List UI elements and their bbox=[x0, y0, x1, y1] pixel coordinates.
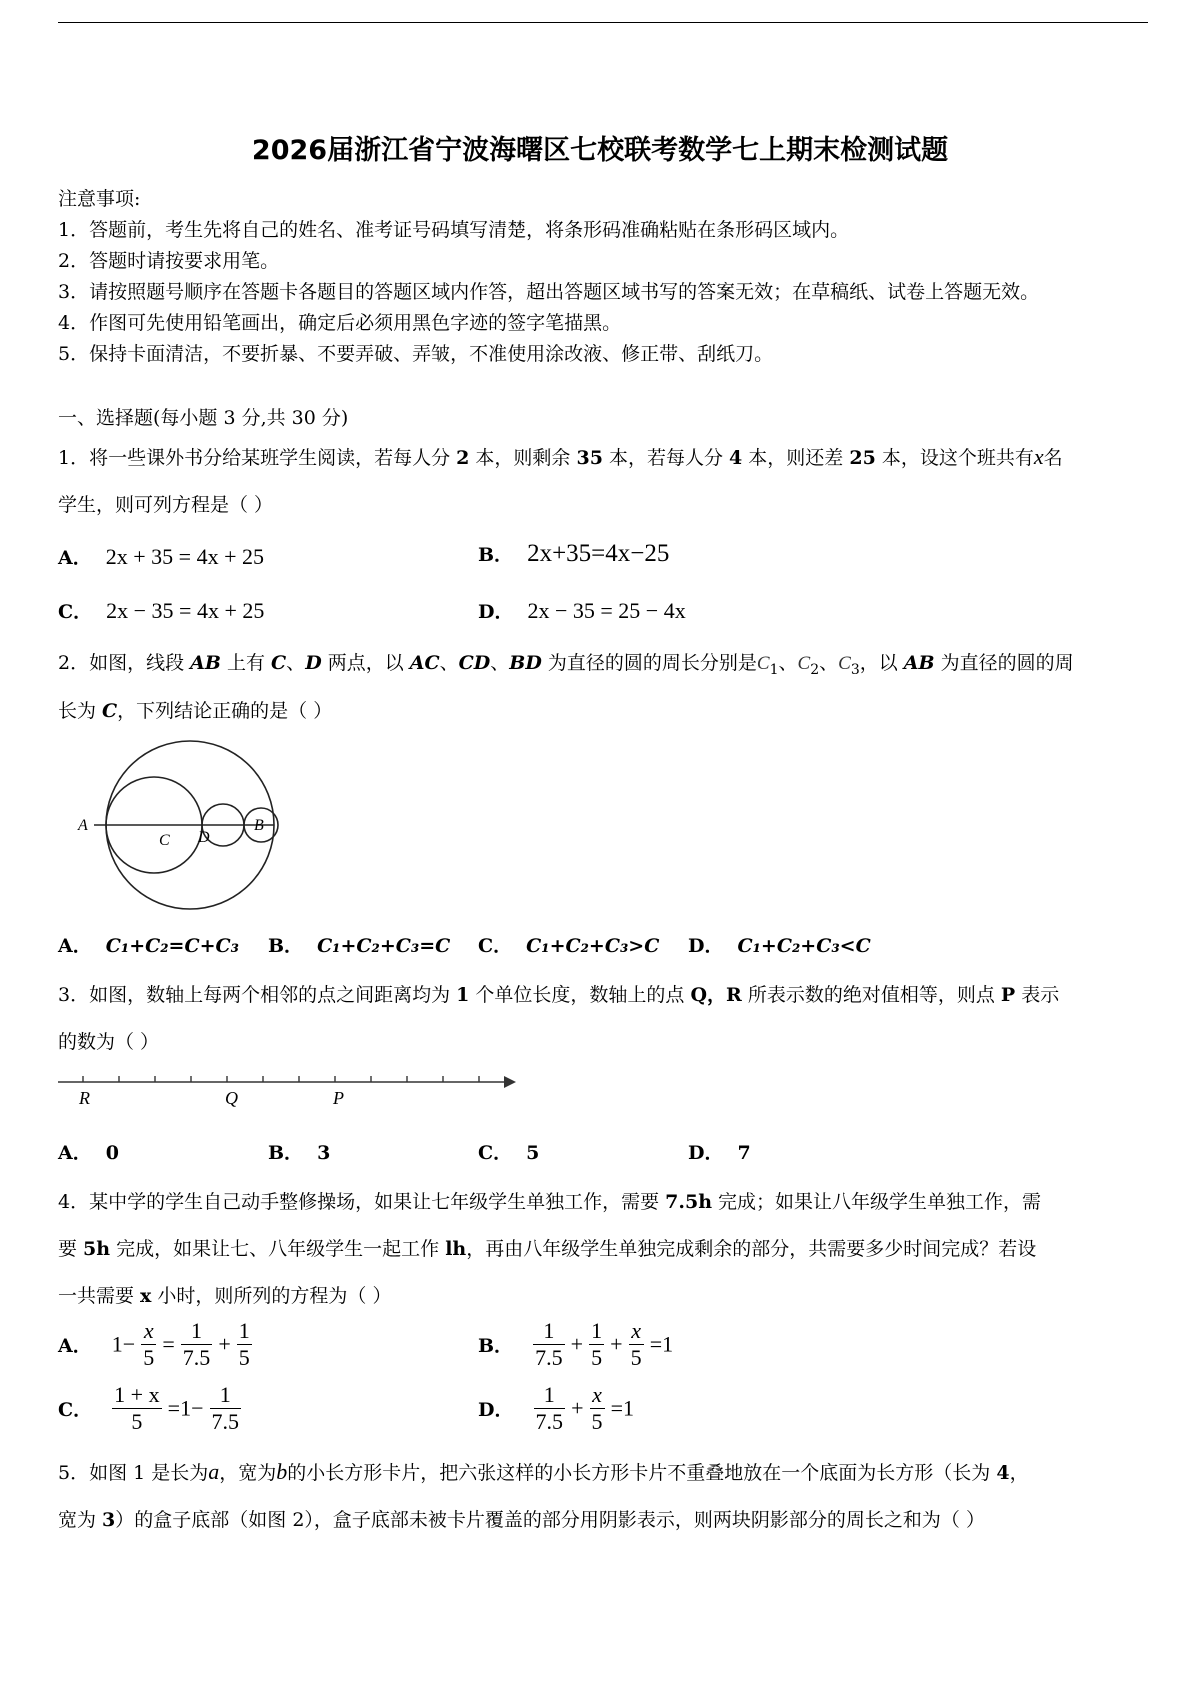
axis-label-p: P bbox=[333, 1088, 344, 1108]
q5-line1: 5．如图 1 是长为a，宽为b的小长方形卡片，把六张这样的小长方形卡片不重叠地放在一个底面为长方形（长为 4， bbox=[58, 1459, 1029, 1484]
q1-line1: 1．将一些课外书分给某班学生阅读，若每人分 2 本，则剩余 35 本，若每人分 4 本，则还差 25 本，设这个班共有x名 bbox=[58, 444, 1063, 469]
q2-option-b[interactable]: B． C₁+C₂+C₃=C bbox=[268, 935, 451, 957]
section-heading: 一、选择题(每小题 3 分,共 30 分) bbox=[58, 407, 349, 429]
q2-line2: 长为 C，下列结论正确的是（ ） bbox=[58, 700, 333, 722]
note-item-3: 3．请按照题号顺序在答题卡各题目的答题区域内作答，超出答题区域书写的答案无效；在草稿纸、试卷上答题无效。 bbox=[58, 281, 1040, 303]
q2-line1: 2．如图，线段 AB 上有 C、D 两点，以 AC、CD、BD 为直径的圆的周长分别是$C_1$、$C_2$、$C_3$，以 AB 为直径的圆的周 bbox=[58, 652, 1074, 678]
q4-option-a[interactable]: A． 1− $\frac{x}{5}$ = $\frac{1}{7.5}$ + $\frac{1}{5}$ bbox=[58, 1318, 250, 1370]
q2-option-d[interactable]: D． C₁+C₂+C₃<C bbox=[688, 935, 871, 957]
q1-option-b[interactable]: B． 2x+35=4x−25 bbox=[478, 540, 670, 567]
q1-option-c[interactable]: C． 2x − 35 = 4x + 25 bbox=[58, 598, 265, 623]
q4-option-d[interactable]: D． $\frac{1}{7.5}$ + $\frac{x}{5}$ =1 bbox=[478, 1382, 635, 1434]
arrow-icon bbox=[504, 1076, 516, 1088]
note-item-2: 2．答题时请按要求用笔。 bbox=[58, 250, 280, 272]
q3-line1: 3．如图，数轴上每两个相邻的点之间距离均为 1 个单位长度，数轴上的点 Q，R 所表示数的绝对值相等，则点 P 表示 bbox=[58, 984, 1060, 1006]
label-d: D bbox=[198, 829, 210, 846]
q3-option-a[interactable]: A． 0 bbox=[58, 1142, 119, 1164]
notes-heading: 注意事项: bbox=[58, 188, 141, 210]
q1-option-d[interactable]: D． 2x − 35 = 25 − 4x bbox=[478, 598, 686, 623]
q4-option-c[interactable]: C． $\frac{1 + x}{5}$ =1− $\frac{1}{7.5}$ bbox=[58, 1382, 240, 1434]
q3-option-c[interactable]: C． 5 bbox=[478, 1142, 540, 1164]
label-c: C bbox=[159, 832, 170, 849]
q1-line2: 学生，则可列方程是（ ） bbox=[58, 494, 274, 516]
q4-line3: 一共需要 x 小时，则所列的方程为（ ） bbox=[58, 1285, 392, 1307]
label-a: A bbox=[78, 817, 88, 834]
note-item-1: 1．答题前，考生先将自己的姓名、准考证号码填写清楚，将条形码准确粘贴在条形码区域内。 bbox=[58, 219, 850, 241]
axis-label-q: Q bbox=[225, 1088, 238, 1108]
q4-option-b[interactable]: B． $\frac{1}{7.5}$ + $\frac{1}{5}$ + $\frac{x}{5}$ =1 bbox=[478, 1318, 674, 1370]
q4-line1: 4．某中学的学生自己动手整修操场，如果让七年级学生单独工作，需要 7.5h 完成；如果让八年级学生单独工作，需 bbox=[58, 1191, 1042, 1213]
top-rule bbox=[58, 22, 1148, 23]
note-item-4: 4．作图可先使用铅笔画出，确定后必须用黑色字迹的签字笔描黑。 bbox=[58, 312, 622, 334]
axis-label-r: R bbox=[79, 1088, 90, 1108]
label-b: B bbox=[254, 817, 264, 834]
q3-number-line bbox=[58, 1068, 518, 1116]
q2-option-c[interactable]: C． C₁+C₂+C₃>C bbox=[478, 935, 660, 957]
q3-line2: 的数为（ ） bbox=[58, 1031, 160, 1053]
q2-option-a[interactable]: A． C₁+C₂=C+C₃ bbox=[58, 935, 239, 957]
q3-option-b[interactable]: B． 3 bbox=[268, 1142, 331, 1164]
tick-marks bbox=[83, 1076, 479, 1082]
q3-option-d[interactable]: D． 7 bbox=[688, 1142, 751, 1164]
q2-circles-figure bbox=[70, 735, 280, 915]
q5-line2: 宽为 3）的盒子底部（如图 2），盒子底部未被卡片覆盖的部分用阴影表示，则两块阴影部分的周长之和为（ ） bbox=[58, 1509, 985, 1531]
note-item-5: 5．保持卡面清洁，不要折暴、不要弄破、弄皱，不准使用涂改液、修正带、刮纸刀。 bbox=[58, 343, 774, 365]
q4-line2: 要 5h 完成，如果让七、八年级学生一起工作 lh，再由八年级学生单独完成剩余的部分，共需要多少时间完成？若设 bbox=[58, 1238, 1037, 1260]
page-title: 2026届浙江省宁波海曙区七校联考数学七上期末检测试题 bbox=[251, 135, 949, 166]
q1-option-a[interactable]: A． 2x + 35 = 4x + 25 bbox=[58, 544, 264, 569]
